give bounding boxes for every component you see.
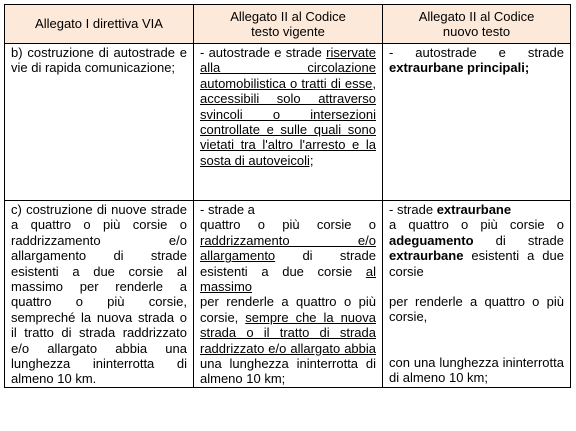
vigente-c-p3c: una lunghezza ininterrotta di almeno 10 km; (200, 356, 376, 387)
nuovo-c-p2c: di strade (473, 232, 564, 248)
nuovo-c-p3: per renderle a quattro o più corsie, (389, 294, 564, 325)
header-codice-vigente (194, 5, 383, 44)
vigente-c-p2b: raddrizzamento e/o allargamento (200, 232, 376, 264)
vigente-c-p3a: per renderle a quattro o più corsie, (200, 294, 376, 325)
nuovo-c-p2b: adeguamento (389, 232, 474, 248)
table-row-autostrade (5, 44, 571, 201)
header-row (5, 5, 571, 44)
cell-nuovo-c (383, 201, 571, 388)
nuovo-c-p1b: extraurbane (436, 202, 512, 217)
nuovo-c-p4: con una lunghezza ininterrotta di almeno 10 km; (389, 354, 564, 386)
vigente-c-p2 (200, 217, 376, 294)
header-allegato-i-label: Allegato I direttiva VIA (35, 16, 163, 32)
vigente-c-p1: - strade a (200, 202, 255, 217)
cell-directive-b (5, 44, 194, 201)
nuovo-c-p1a: - strade (389, 202, 437, 217)
vigente-c-p3b: sempre che la nuova strada o il tratto di strada raddrizzato e/o allargato abbia (200, 309, 377, 356)
vigente-c-p2c: di strade esistenti a due corsie (200, 248, 376, 279)
nuovo-b-prefix: - autostrade e strade (389, 45, 564, 60)
nuovo-c-p2d: extraurbane (389, 248, 464, 264)
nuovo-c-p2e: esistenti a due corsie (389, 248, 564, 279)
vigente-c-p2a: quattro o più corsie o (200, 217, 376, 233)
header-codice-nuovo-line1: Allegato II al Codice (418, 8, 535, 24)
vigente-c-p3 (200, 294, 376, 386)
cell-directive-c (5, 201, 194, 388)
nuovo-b-bold: extraurbane principali; (389, 60, 530, 76)
cell-vigente-c (194, 201, 383, 388)
header-codice-vigente-line2: testo vigente (251, 24, 325, 39)
vigente-c-p2d: al massimo (200, 263, 376, 295)
nuovo-c-p2 (389, 217, 564, 279)
vigente-b-prefix: - autostrade e strade (200, 45, 327, 60)
header-codice-nuovo (383, 5, 571, 44)
header-codice-nuovo-line2: nuovo testo (442, 24, 511, 39)
comparison-table (4, 4, 571, 388)
directive-c-text: c) costruzione di nuove strade a quattro o più corsie o raddrizzamento e/o allargamento di strade esistenti a due corsie al massimo per renderle a quattro o più corsie, sempreché la nuova strada o il tratto di strada raddrizzato e/o allargato abbia una lunghezza ininterrotta di almeno 10 km. (11, 202, 187, 387)
vigente-b-underlined: riservate alla circolazione automobilistica o tratti di esse, accessibili solo attraverso svincoli o intersezioni controllate e sulle quali sono vietati tra l'altro l'arresto e la sosta di autoveicoli; (200, 45, 376, 168)
table-row-strade (5, 201, 571, 388)
nuovo-c-p2a: a quattro o più corsie o (389, 217, 564, 233)
cell-vigente-b (194, 44, 383, 201)
vigente-b-text (200, 45, 376, 168)
cell-nuovo-b (383, 44, 571, 201)
nuovo-c-p1 (389, 202, 564, 217)
nuovo-b-text (389, 45, 564, 76)
directive-b-text: b) costruzione di autostrade e vie di rapida comunicazione; (11, 45, 187, 76)
header-codice-vigente-line1: Allegato II al Codice (230, 8, 346, 24)
header-allegato-i (5, 5, 194, 44)
